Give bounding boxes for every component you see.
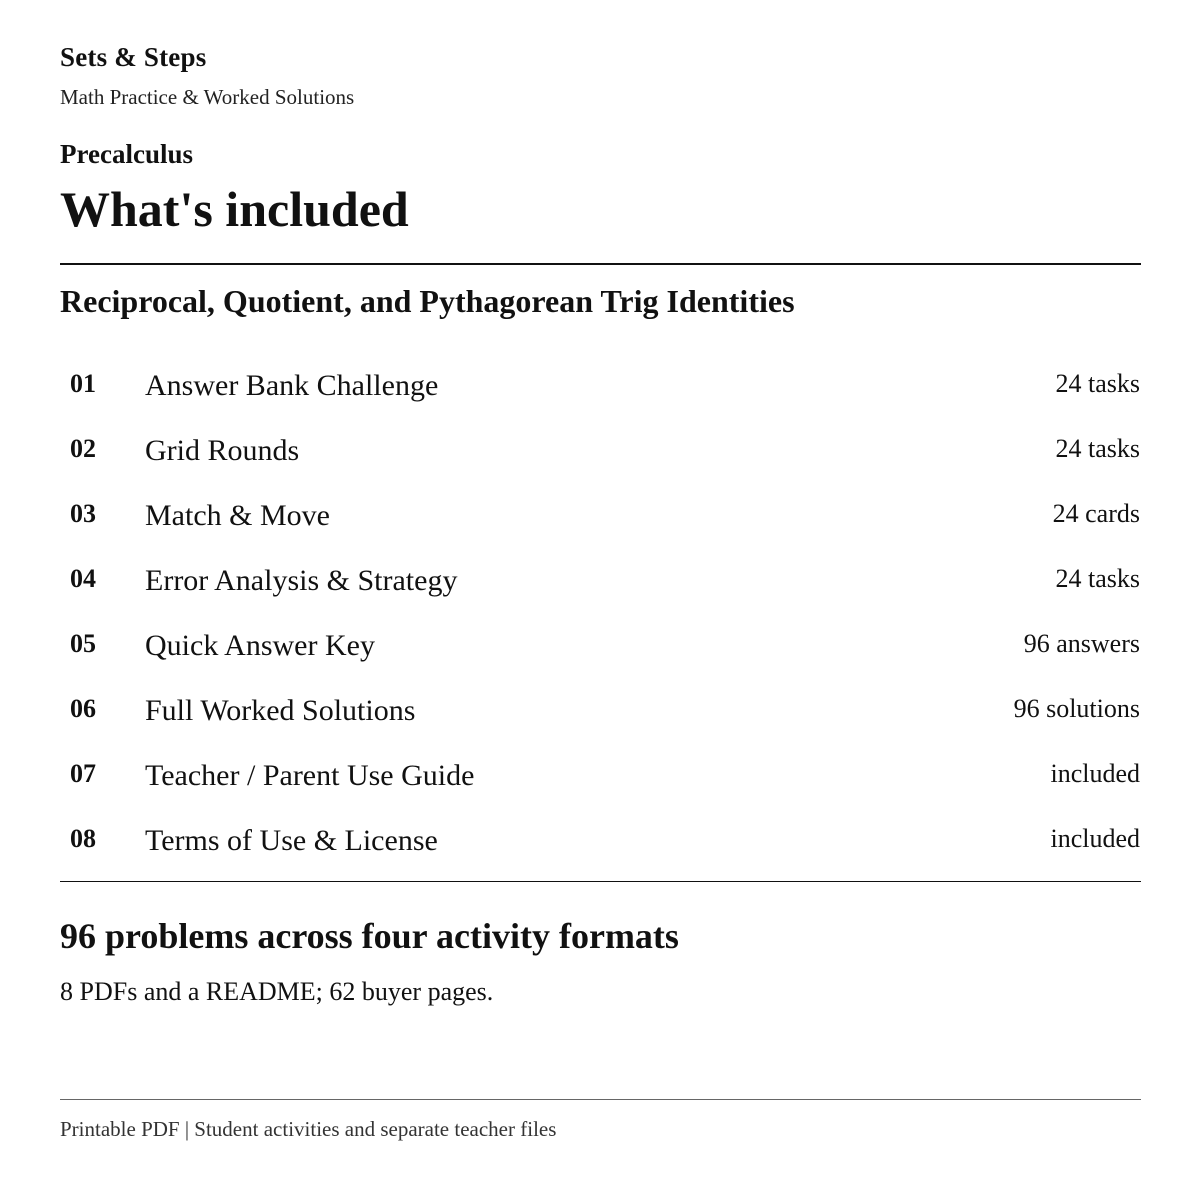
row-number: 06 [70,694,96,723]
row-number: 02 [70,434,96,463]
contents-divider [60,881,1141,882]
subject-label: Precalculus [60,139,193,169]
row-count: included [1050,824,1140,853]
page-title: What's included [60,181,409,237]
row-count: 24 tasks [1055,564,1140,593]
contents-row [60,353,1141,418]
row-label: Teacher / Parent Use Guide [145,759,475,792]
row-count: 24 cards [1052,499,1140,528]
contents-row [60,548,1141,613]
row-label: Answer Bank Challenge [145,369,439,402]
footer-text: Printable PDF | Student activities and separate teacher files [60,1117,557,1141]
row-count: 96 answers [1023,629,1140,658]
contents-list [60,353,1141,873]
brand-tagline: Math Practice & Worked Solutions [60,85,355,109]
row-label: Terms of Use & License [145,824,438,857]
row-label: Grid Rounds [145,434,300,467]
row-label: Full Worked Solutions [145,694,416,727]
row-count: 24 tasks [1055,369,1140,398]
contents-row [60,613,1141,678]
row-number: 08 [70,824,96,853]
row-number: 01 [70,369,96,398]
contents-row [60,743,1141,808]
row-number: 05 [70,629,96,658]
row-label: Error Analysis & Strategy [145,564,458,597]
summary-title: 96 problems across four activity formats [60,916,679,956]
row-label: Quick Answer Key [145,629,375,662]
row-count: included [1050,759,1140,788]
row-number: 03 [70,499,96,528]
contents-row [60,678,1141,743]
contents-row [60,483,1141,548]
contents-row [60,418,1141,483]
row-number: 04 [70,564,96,593]
top-divider [60,263,1141,265]
product-page [60,0,1141,1200]
row-label: Match & Move [145,499,330,532]
row-count: 96 solutions [1013,694,1140,723]
summary-text: 8 PDFs and a README; 62 buyer pages. [60,977,494,1006]
contents-row [60,808,1141,873]
row-count: 24 tasks [1055,434,1140,463]
brand-name: Sets & Steps [60,42,207,72]
section-title: Reciprocal, Quotient, and Pythagorean Trig Identities [60,283,795,319]
footer-divider [60,1099,1141,1100]
row-number: 07 [70,759,96,788]
